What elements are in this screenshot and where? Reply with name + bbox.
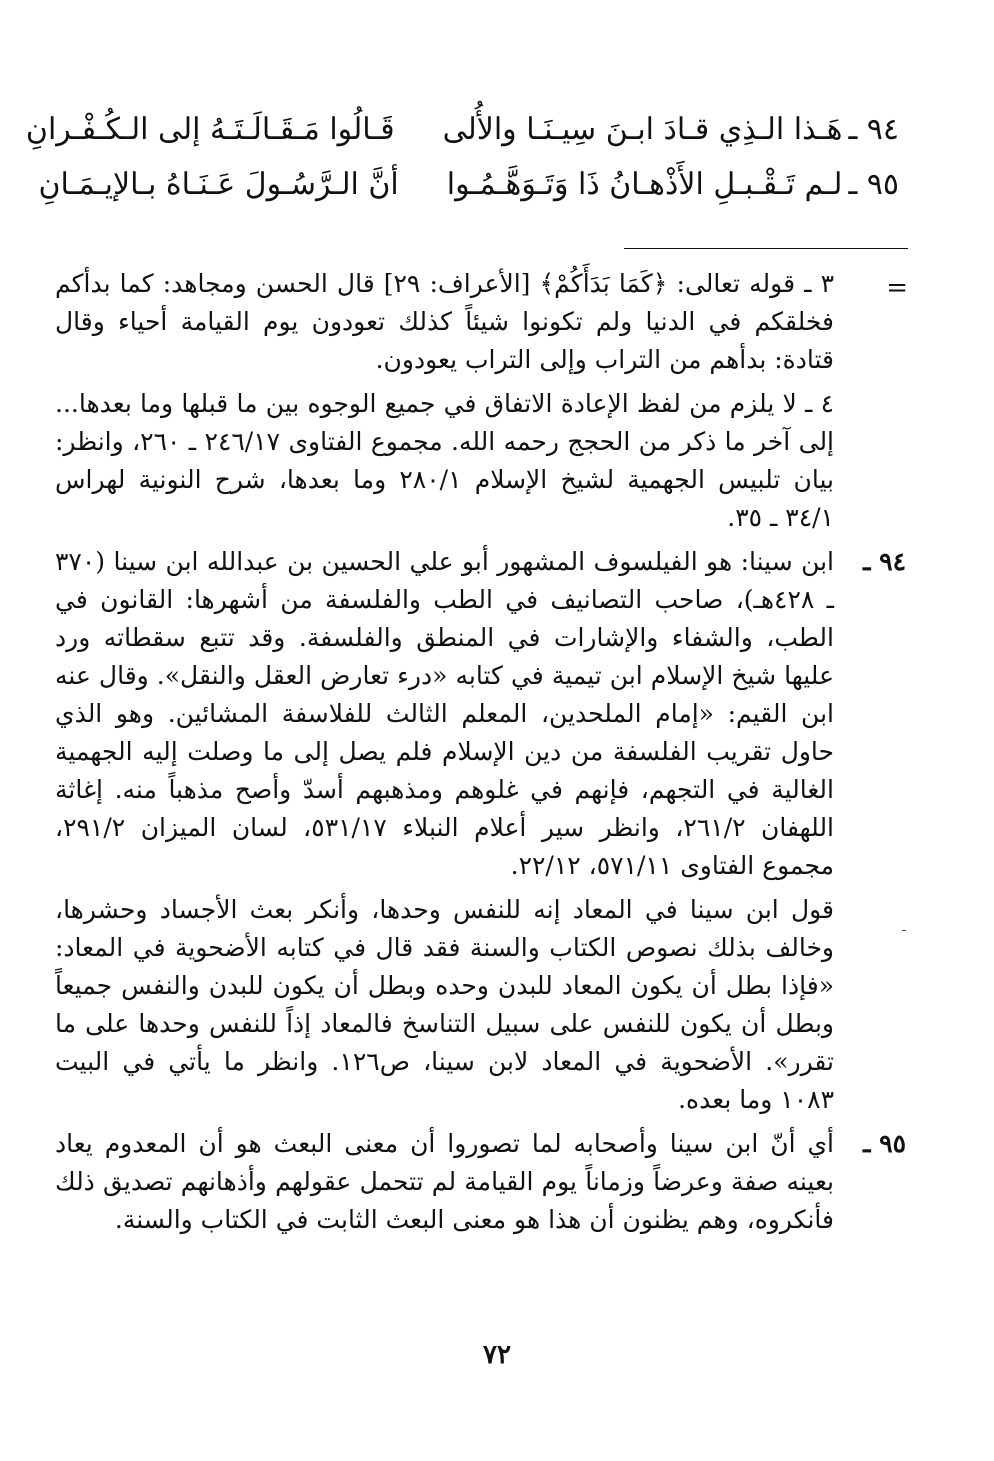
footnote-number: ٩٤ ـ	[863, 547, 906, 576]
verse-first-hemistich: هَـذا الـذِي قـادَ ابـنَ سِيـنَـا والأُلى	[442, 112, 843, 147]
verse-94	[25, 108, 899, 152]
page-number: ٧٢	[483, 1340, 511, 1370]
footnote-separator	[624, 248, 908, 249]
margin-tick	[902, 930, 906, 931]
verse-number: ٩٤ ـ	[848, 112, 899, 147]
footnote-4	[0, 385, 994, 537]
footnote-continuation-mark: =	[886, 273, 908, 303]
footnote-number: ٩٥ ـ	[863, 1129, 906, 1158]
footnote-text: ابن سينا: هو الفيلسوف المشهور أبو علي الحسين بن عبدالله ابن سينا (٣٧٠ ـ ٤٢٨هـ)، صاحب التصانيف في الطب والفلسفة من أشهرها: القانون في الطب، والشفاء والإشارات في المنطق والفلسفة. وقد تتبع سقطاته ورد عليها شيخ الإسلام ابن تيمية في كتابه «درء تعارض العقل والنقل». وقال عنه ابن القيم: «إمام الملحدين، المعلم الثالث للفلاسفة المشائين. وهو الذي حاول تقريب الفلسفة من دين الإسلام فلم يصل إلى ما وصلت إليه الجهمية الغالية في التجهم، فإنهم في غلوهم ومذهبهم أسدّ وأصح مذهباً منه. إغاثة اللهفان ٢٦١/٢، وانظر سير أعلام النبلاء ٥٣١/١٧، لسان الميزان ٢٩١/٢، مجموع الفتاوى ٥٧١/١١، ٢٢/١٢.	[55, 547, 835, 880]
verse-number: ٩٥ ـ	[848, 167, 899, 202]
verse-first-hemistich: لـم تَـقْـبـلِ الأَذْهـانُ ذَا وَتَـوَهَّـمُـوا	[446, 167, 843, 202]
verse-second-hemistich: أنَّ الـرَّسُـولَ عَـنَـاهُ بـالإيـمَـانِ	[38, 167, 399, 202]
footnote-94-continued	[0, 891, 994, 1119]
footnote-text: أي أنّ ابن سينا وأصحابه لما تصوروا أن معنى البعث هو أن المعدوم يعاد بعينه صفة وعرضاً وزماناً يوم القيامة لم تتحمل عقولهم وأذهانهم تصديق ذلك فأنكروه، وهم يظنون أن هذا هو معنى البعث الثابت في الكتاب والسنة.	[55, 1129, 834, 1234]
footnote-3	[0, 265, 994, 379]
footnote-text: ٣ ـ قوله تعالى: ﴿كَمَا بَدَأَكُمْ﴾ [الأعراف: ٢٩] قال الحسن ومجاهد: كما بدأكم فخلقكم في الدنيا ولم تكونوا شيئاً كذلك تعودون يوم القيامة أحياء وقال قتادة: بدأهم من التراب وإلى التراب يعودون.	[55, 269, 834, 374]
footnotes	[0, 265, 994, 1239]
footnote-text: قول ابن سينا في المعاد إنه للنفس وحدها، وأنكر بعث الأجساد وحشرها، وخالف بذلك نصوص الكتاب والسنة فقد قال في كتابه الأضحوية في المعاد: «فإذا بطل أن يكون المعاد للبدن وحده وبطل أن يكون للبدن والنفس جميعاً وبطل أن يكون للنفس على سبيل التناسخ فالمعاد إذاً للنفس وحدها على ما تقرر». الأضحوية في المعاد لابن سينا، ص١٢٦. وانظر ما يأتي في البيت ١٠٨٣ وما بعده.	[55, 895, 835, 1114]
footnote-text: ٤ ـ لا يلزم من لفظ الإعادة الاتفاق في جميع الوجوه بين ما قبلها وما بعدها... إلى آخر ما ذكر من الحجج رحمه الله. مجموع الفتاوى ٢٤٦/١٧ ـ ٢٦٠، وانظر: بيان تلبيس الجهمية لشيخ الإسلام ٢٨٠/١ وما بعدها، شرح النونية لهراس ٣٤/١ ـ ٣٥.	[55, 389, 835, 532]
verse-second-hemistich: قَـالُوا مَـقَـالَـتَـهُ إلى الـكُـفْـرانِ	[25, 112, 395, 147]
footnote-94	[0, 543, 994, 885]
footnote-95	[0, 1125, 994, 1239]
verse-95	[38, 163, 899, 207]
